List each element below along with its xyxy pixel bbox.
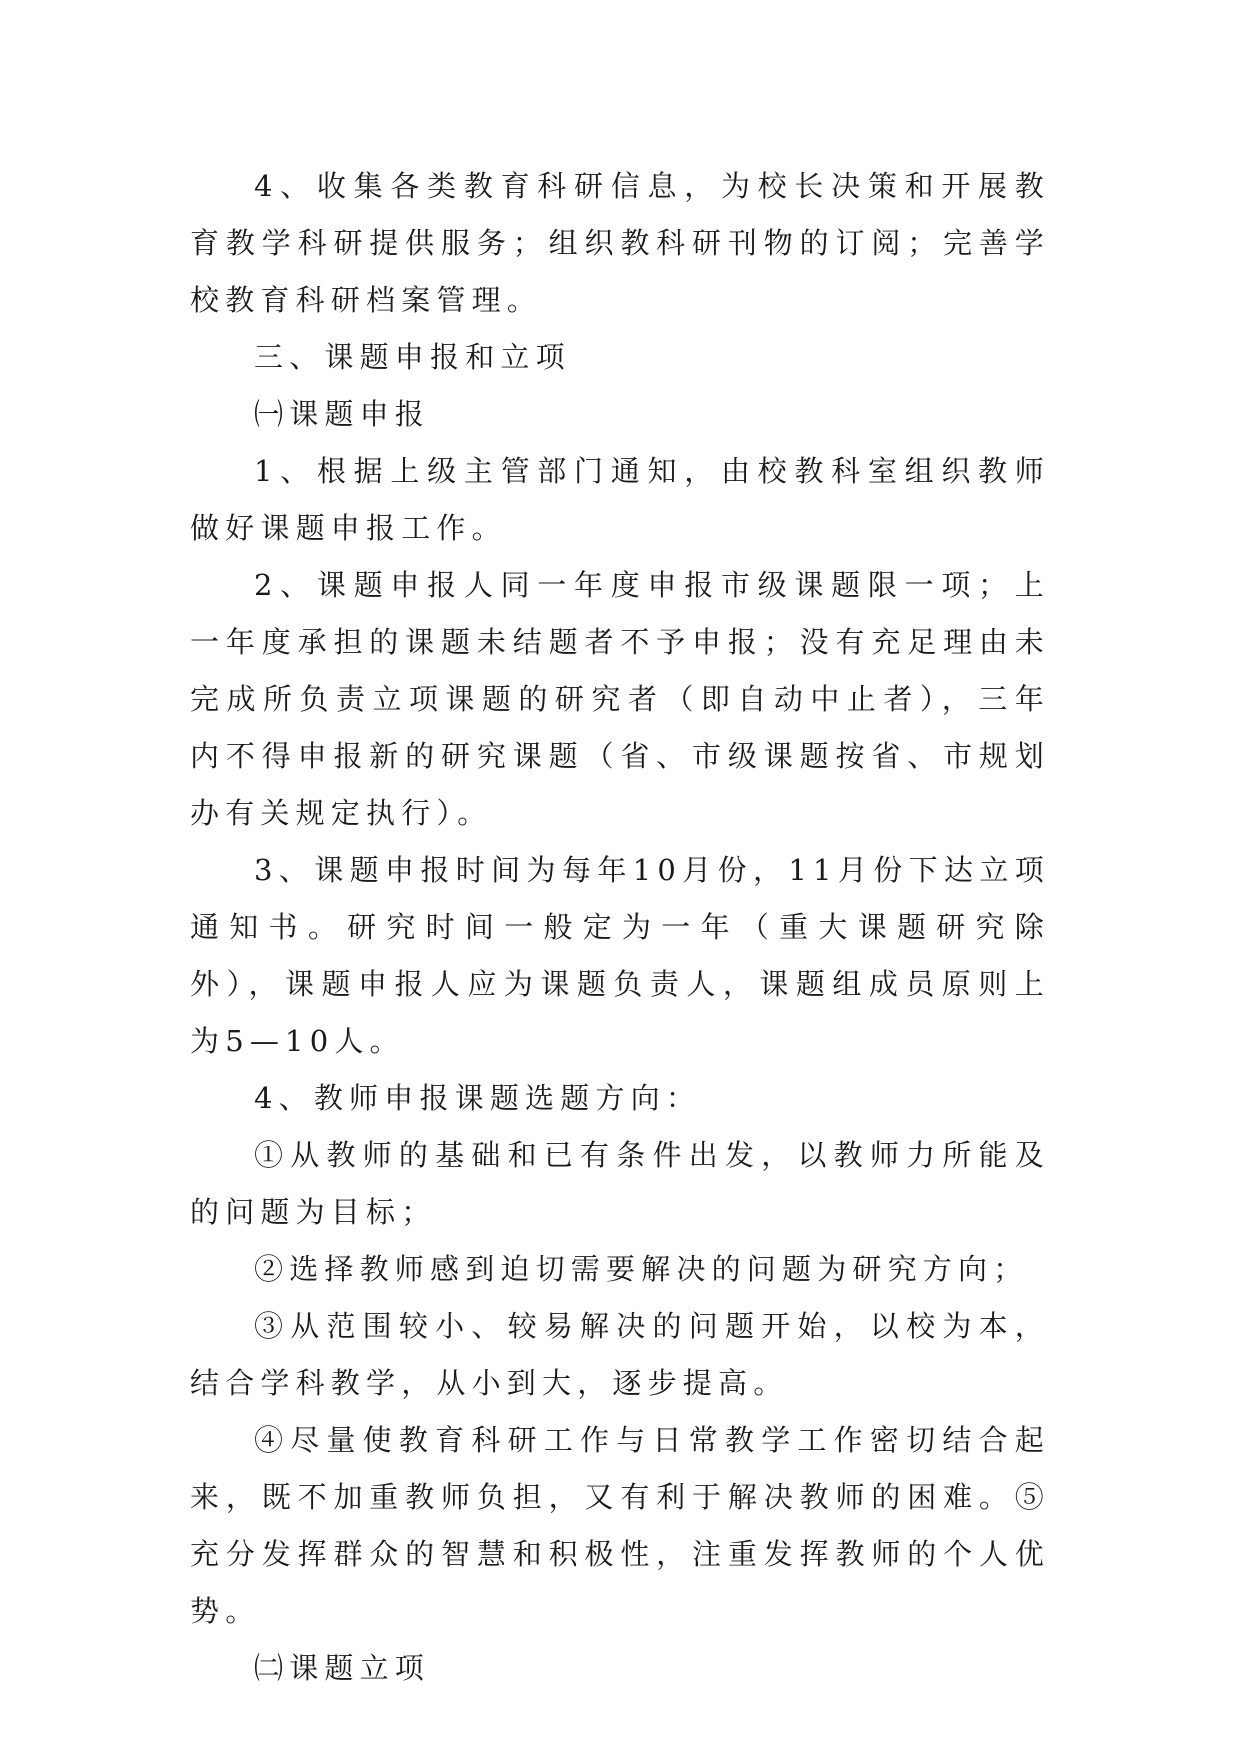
paragraph-item-2-limits: 2、课题申报人同一年度申报市级课题限一项；上一年度承担的课题未结题者不予申报；没有充足理由未完成所负责立项课题的研究者（即自动中止者），三年内不得申报新的研究课题（省、市级课题按省、市规划办有关规定执行）。 <box>190 568 1050 830</box>
paragraph-item-4-topic-direction: 4、教师申报课题选题方向： <box>254 1081 702 1115</box>
paragraph-item-3-timing: 3、课题申报时间为每年10月份，11月份下达立项通知书。研究时间一般定为一年（重大课题研究除外），课题申报人应为课题负责人，课题组成员原则上为5—10人。 <box>190 853 1050 1058</box>
paragraph-direction-4-5: ④尽量使教育科研工作与日常教学工作密切结合起来，既不加重教师负担，又有利于解决教师的困难。⑤充分发挥群众的智慧和积极性，注重发挥教师的个人优势。 <box>190 1423 1050 1628</box>
subsection-heading-approval: ㈡课题立项 <box>254 1651 431 1685</box>
paragraph-direction-2: ②选择教师感到迫切需要解决的问题为研究方向； <box>254 1252 1029 1286</box>
paragraph-item-4-info-collection: 4、收集各类教育科研信息，为校长决策和开展教育教学科研提供服务；组织教科研刊物的订阅；完善学校教育科研档案管理。 <box>190 169 1050 317</box>
paragraph-item-1-notification: 1、根据上级主管部门通知，由校教科室组织教师做好课题申报工作。 <box>190 454 1050 545</box>
paragraph-direction-1: ①从教师的基础和已有条件出发，以教师力所能及的问题为目标； <box>190 1138 1050 1229</box>
paragraph-direction-3: ③从范围较小、较易解决的问题开始，以校为本，结合学科教学，从小到大，逐步提高。 <box>190 1309 1050 1400</box>
section-heading-project-application: 三、课题申报和立项 <box>254 340 571 374</box>
subsection-heading-application: ㈠课题申报 <box>254 397 431 431</box>
document-body <box>190 158 1050 1697</box>
